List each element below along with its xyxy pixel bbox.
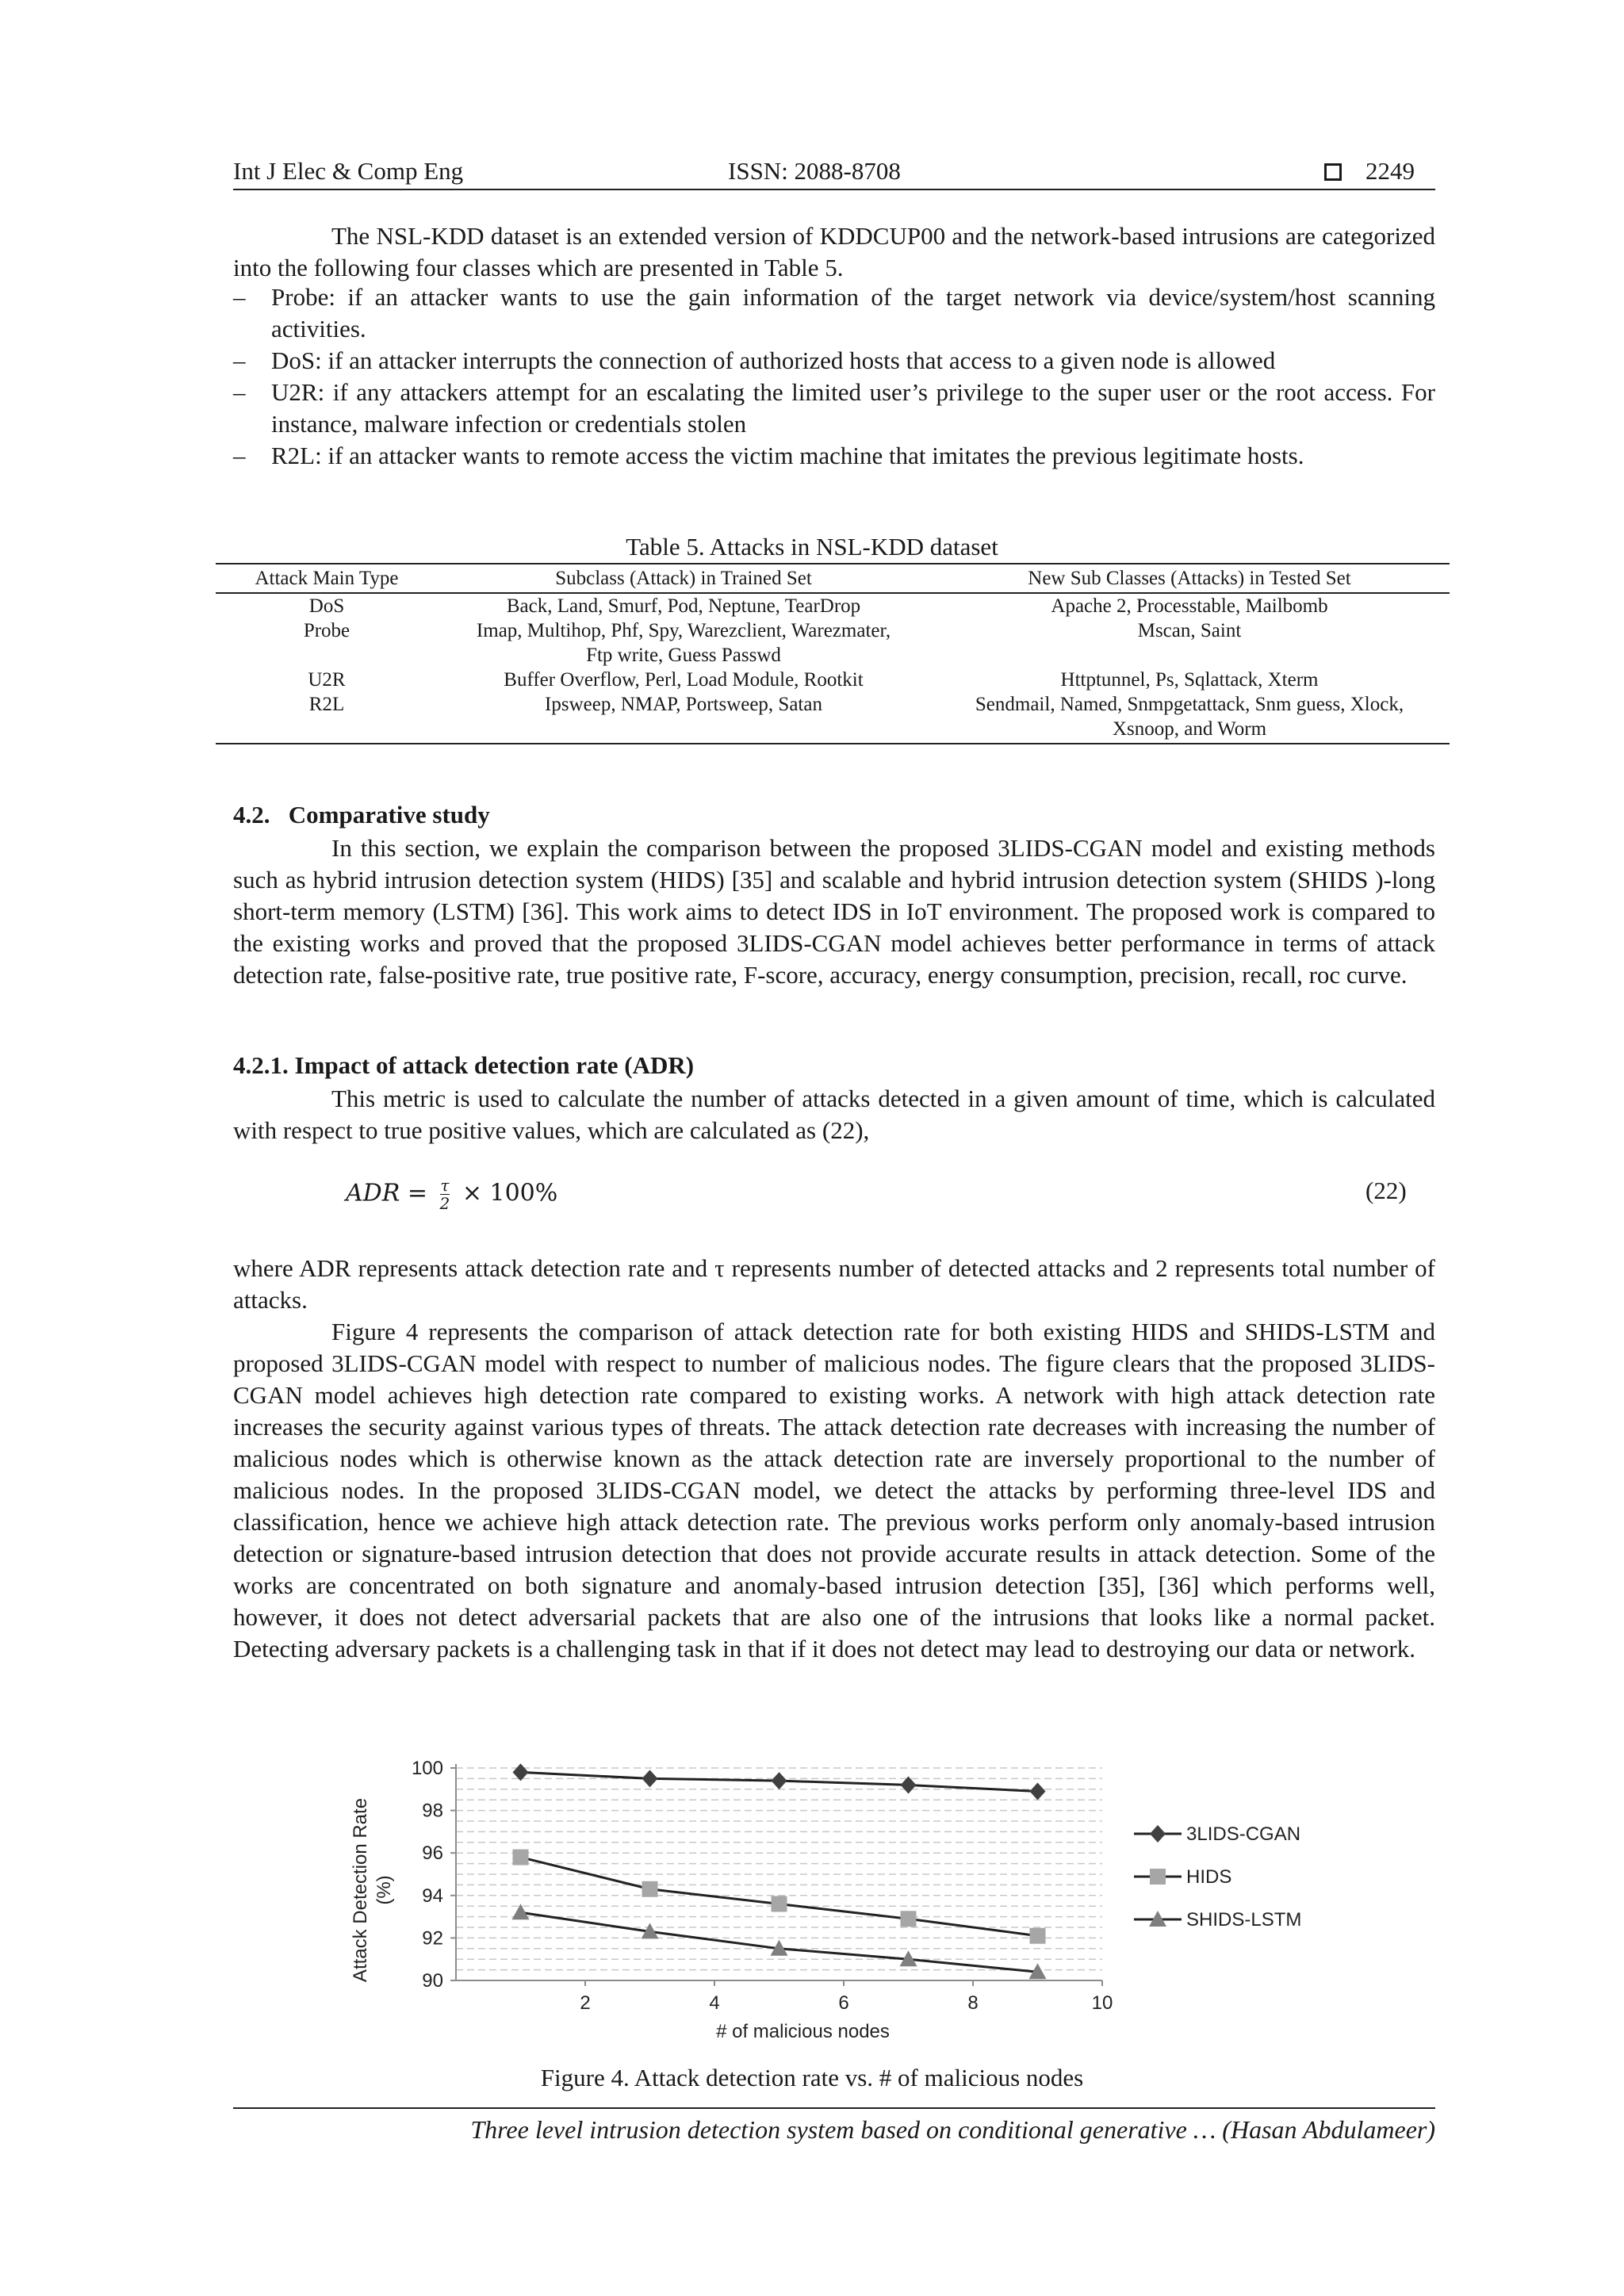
legend-label: SHIDS-LSTM [1186,1909,1302,1931]
axis-ticks [412,1758,1113,2014]
table-cell: Back, Land, Smurf, Pod, Neptune, TearDrop [506,595,861,617]
x-tick-label: 8 [967,1992,979,2014]
figure-caption: Figure 4. Attack detection rate vs. # of malicious nodes [540,2064,1084,2091]
x-tick-label: 10 [1091,1992,1113,2014]
legend-label: HIDS [1186,1866,1232,1888]
table-header-row [216,564,1450,593]
x-tick-label: 4 [709,1992,720,2014]
checkbox-square-icon [1324,163,1342,181]
data-point [642,1881,658,1897]
chart-series [512,1763,1047,1979]
y-tick-label: 94 [422,1885,443,1907]
header-rule [233,189,1435,190]
figure-discussion-paragraph: Figure 4 represents the comparison of attack detection rate for both existing HIDS and SHIDS-LSTM and proposed 3LIDS-CGAN model with respect to number of malicious nodes. The figure clears that the proposed 3LIDS-CGAN model achieves high detection rate compared to existing works. A network with high attack detection rate increases the security against various types of threats. The attack detection rate decreases with increasing the number of malicious nodes which is otherwise known as the attack detection rate are inversely proportional to the number of malicious nodes. In the proposed 3LIDS-CGAN model, we detect the attacks by performing three-level IDS and classification, hence we achieve high attack detection rate. The previous works perform only anomaly-based intrusion detection or signature-based intrusion detection that does not provide accurate results in attack detection. Some of the works are concentrated on both signature and anomaly-based intrusion detection [35], [36] which performs well, however, it does not detect adversarial packets that are also one of the intrusions that looks like a normal packet. Detecting adversary packets is a challenging task in that if it does not detect may lead to destroying our data or network. [233,1318,1435,1663]
y-tick-label: 100 [411,1758,443,1779]
data-point [513,1850,529,1866]
bullet-dash: – [233,283,246,311]
list-item: – DoS: if an attacker interrupts the connection of authorized hosts that access to a given node is allowed [233,345,1435,377]
table-cell: DoS [308,595,345,617]
page-number: 2249 [1365,157,1415,185]
footer-rule [233,2107,1435,2109]
section-heading: 4.2. Comparative study [233,801,490,828]
data-point [772,1772,787,1789]
attack-class-list [233,281,1435,472]
data-point [772,1896,787,1912]
y-tick-label: 96 [422,1843,443,1865]
list-item: – Probe: if an attacker wants to use the gain information of the target network via device/system/host scanning activities. [233,283,1435,342]
table-row [216,618,1450,668]
chart-grid [456,1768,1102,1970]
y-tick-label: 98 [422,1800,443,1822]
table-row [216,593,1450,618]
subsection-heading: 4.2.1. Impact of attack detection rate (ADR) [233,1051,695,1079]
table-cell: U2R [308,669,346,691]
issn: ISSN: 2088-8708 [728,157,901,185]
y-axis-label: Attack Detection Rate [350,1797,371,1983]
attack-detection-rate-chart [341,1748,1372,2049]
legend-label: 3LIDS-CGAN [1186,1823,1301,1845]
column-header: New Sub Classes (Attacks) in Tested Set [929,564,1450,593]
journal-name: Int J Elec & Comp Eng [233,157,464,185]
page-number-block [1324,157,1435,186]
table-cell: Probe [303,620,350,641]
adr-paragraph: This metric is used to calculate the number of attacks detected in a given amount of time, which is calculated with respect to true positive values, which are calculated as (22), [233,1085,1435,1144]
data-point [1030,1928,1046,1944]
table-row [216,692,1450,744]
x-tick-label: 2 [580,1992,591,2014]
intro-paragraph: The NSL-KDD dataset is an extended version of KDDCUP00 and the network-based intrusions are categorized into the following four classes which are presented in Table 5. [233,222,1435,281]
table-cell: Sendmail, Named, Snmpgetattack, Snm guess, Xlock, Xsnoop, and Worm [929,692,1450,744]
table-cell: Mscan, Saint [1137,620,1242,641]
bullet-dash: – [233,378,246,406]
list-item: – U2R: if any attackers attempt for an escalating the limited user’s privilege to the super user or the root access. For instance, malware infection or credentials stolen [233,378,1435,438]
bullet-dash: – [233,346,246,374]
table-row [216,668,1450,692]
y-tick-label: 92 [422,1927,443,1950]
table-cell: Ipsweep, NMAP, Portsweep, Satan [438,692,929,744]
column-header: Subclass (Attack) in Trained Set [438,564,929,593]
chart-legend [1134,1823,1301,1931]
x-tick-label: 6 [838,1992,849,2014]
table-cell: Imap, Multihop, Phf, Spy, Warezclient, Warezmater, Ftp write, Guess Passwd [476,620,891,666]
column-header: Attack Main Type [216,564,438,593]
x-axis-label: # of malicious nodes [716,2021,890,2042]
data-point [1030,1782,1046,1800]
table-caption: Table 5. Attacks in NSL-KDD dataset [626,533,998,561]
legend-marker [1150,1825,1166,1843]
data-point [642,1770,658,1787]
legend-marker [1150,1869,1166,1885]
comparative-study-paragraph: In this section, we explain the comparison between the proposed 3LIDS-CGAN model and existing methods such as hybrid intrusion detection system (HIDS) [35] and scalable and hybrid intrusion detection system (SHIDS )-long short-term memory (LSTM) [36]. This work aims to detect IDS in IoT environment. The proposed work is compared to the existing works and proved that the proposed 3LIDS-CGAN model achieves better performance in terms of attack detection rate, false-positive rate, true positive rate, F-score, accuracy, energy consumption, precision, recall, roc curve. [233,834,1435,989]
table-cell: Buffer Overflow, Perl, Load Module, Rootkit [504,669,864,691]
list-item: – R2L: if an attacker wants to remote access the victim machine that imitates the previous legitimate hosts. [233,440,1435,472]
data-point [901,1911,917,1927]
running-footer: Three level intrusion detection system based on conditional generative … (Hasan Abdulameer) [470,2115,1435,2144]
table-cell: Apache 2, Processtable, Mailbomb [1051,595,1328,617]
attacks-table [216,563,1450,744]
y-tick-label: 90 [422,1970,443,1992]
table-cell: R2L [216,692,438,744]
where-paragraph: where ADR represents attack detection rate and τ represents number of detected attacks and 2 represents total number of attacks. [233,1254,1435,1314]
equation-number: (22) [1365,1177,1407,1204]
y-axis-label-unit: (%) [373,1875,395,1905]
fraction: $\frac{\tau}{2}$ [439,1176,450,1213]
bullet-dash: – [233,442,246,469]
table-cell: Httptunnel, Ps, Sqlattack, Xterm [1060,669,1319,691]
adr-equation: ADR = $\frac{\tau}{2}$ × 100% [346,1176,558,1213]
